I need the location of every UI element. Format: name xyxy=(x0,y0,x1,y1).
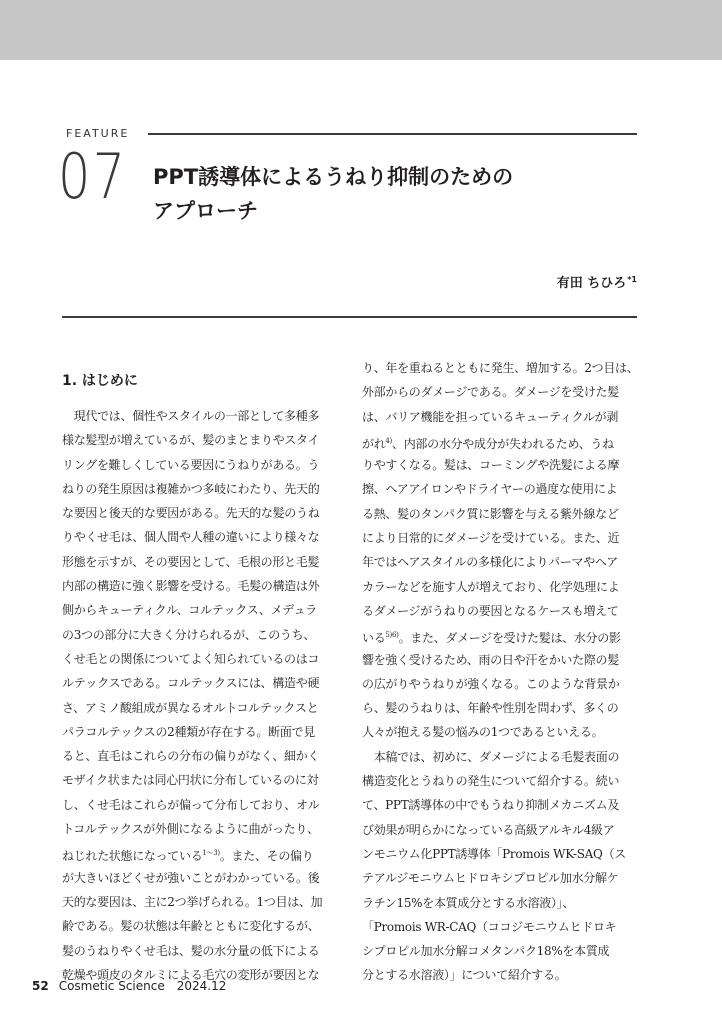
line-text: 分とする水溶液）」について紹介する。 xyxy=(362,968,567,983)
line-text: ねじれた状態になっている xyxy=(62,849,203,864)
line-text: カラーなどを施す人が増えており、化学処理によ xyxy=(362,579,620,594)
line-text: ねりの発生原因は複雑かつ多岐にわたり、先天的 xyxy=(62,481,320,496)
text-line xyxy=(62,550,340,574)
section-heading: 1. はじめに xyxy=(62,373,138,389)
line-text: 内部の構造に強く影響を受ける。毛髪の構造は外 xyxy=(62,579,320,594)
line-text: リングを難しくしている要因にうねりがある。う xyxy=(62,457,320,472)
line-text: の3つの部分に大きく分けられるが、このうち、 xyxy=(62,627,316,642)
line-text: りやすくなる。髪は、コーミングや洗髪による摩 xyxy=(362,458,620,473)
text-line xyxy=(362,745,640,769)
line-text: 側からキューティクル、コルテックス、メデュラ xyxy=(62,603,318,618)
line-text: ルテックスである。コルテックスには、構造や硬 xyxy=(62,676,320,691)
line-text: 。また、その偏り xyxy=(219,849,314,864)
text-line xyxy=(62,477,340,501)
text-line xyxy=(362,648,640,672)
text-line xyxy=(362,550,640,574)
text-line xyxy=(362,575,640,599)
line-text: 、内部の水分や成分が失われるため、うね xyxy=(392,436,614,451)
line-text: る熱、髪のタンパク質に影響を与える紫外線など xyxy=(362,506,619,521)
text-line xyxy=(362,599,640,623)
text-line xyxy=(362,866,640,890)
text-line xyxy=(362,891,640,915)
line-text: 現代では、個性やスタイルの一部として多種多 xyxy=(62,409,320,423)
text-line xyxy=(362,526,640,550)
line-text: くせ毛との関係についてよく知られているのはコ xyxy=(62,651,320,666)
line-text: モザイク状または同心円状に分布しているのに対 xyxy=(62,773,319,788)
line-text: 擦、ヘアアイロンやドライヤーの過度な使用によ xyxy=(362,482,618,497)
line-text: 構造変化とうねりの発生について紹介する。続い xyxy=(362,774,620,789)
line-text: 人々が抱える髪の悩みの1つであるといえる。 xyxy=(362,725,604,740)
right-column xyxy=(362,356,640,988)
text-line xyxy=(62,841,340,865)
text-line xyxy=(62,428,340,452)
line-text: シプロピル加水分解コメタンパク18%を本質成 xyxy=(362,944,610,959)
line-text: 。また、ダメージを受けた髪は、水分の影 xyxy=(398,631,621,646)
text-line xyxy=(62,768,340,792)
text-line xyxy=(362,915,640,939)
text-line xyxy=(362,672,640,696)
text-line xyxy=(62,890,340,914)
title-line: アプローチ xyxy=(153,199,258,223)
citation-reference: 4) xyxy=(385,436,392,445)
citation-reference: 1〜3) xyxy=(202,849,220,858)
line-text: が大きいほどくせが強いことがわかっている。後 xyxy=(62,870,320,885)
text-line xyxy=(62,501,340,525)
text-line xyxy=(62,696,340,720)
line-text: りやくせ毛は、個人間や人種の違いにより様々な xyxy=(62,530,320,545)
text-line xyxy=(62,793,340,817)
title-divider xyxy=(62,316,637,318)
text-line xyxy=(362,405,640,429)
line-text: 様な髪型が増えているが、髪のまとまりやスタイ xyxy=(62,433,320,448)
text-line xyxy=(362,769,640,793)
header-rule xyxy=(148,133,637,135)
line-text: がれ xyxy=(362,436,386,451)
text-line xyxy=(62,671,340,695)
page-number: 52 xyxy=(32,979,49,993)
text-line xyxy=(62,453,340,477)
text-line xyxy=(62,817,340,841)
text-line xyxy=(362,720,640,744)
text-line xyxy=(362,842,640,866)
line-text: るダメージがうねりの要因となるケースも増えて xyxy=(362,603,619,618)
text-line xyxy=(62,939,340,963)
title-line: PPT誘導体によるうねり抑制のための xyxy=(153,165,514,189)
line-text: ラチン15%を本質成分とする水溶液）」、 xyxy=(362,895,575,910)
line-text: 乾燥や頭皮のタルミによる毛穴の変形が要因とな xyxy=(62,967,320,982)
text-line xyxy=(62,744,340,768)
text-line xyxy=(362,696,640,720)
text-line xyxy=(62,598,340,622)
line-text: び効果が明らかになっている高級アルキル4級ア xyxy=(362,822,615,837)
text-line xyxy=(62,647,340,671)
text-line xyxy=(62,720,340,744)
author-affiliation-mark: *1 xyxy=(627,275,637,284)
text-line xyxy=(362,356,640,380)
line-text: トコルテックスが外側になるように曲がったり、 xyxy=(62,822,319,837)
text-line xyxy=(362,939,640,963)
line-text: 響を強く受けるため、雨の日や汗をかいた際の髪 xyxy=(362,652,619,667)
line-text: により日常的にダメージを受けている。また、近 xyxy=(362,531,620,546)
line-text: り、年を重ねるとともに発生、増加する。2つ目は、 xyxy=(362,361,639,375)
line-text: な要因と後天的な要因がある。先天的な髪のうね xyxy=(62,506,320,521)
article-title xyxy=(153,160,623,228)
line-text: ンモニウム化PPT誘導体「Promois WK-SAQ（ス xyxy=(362,846,626,861)
text-line xyxy=(362,477,640,501)
text-line xyxy=(362,793,640,817)
text-line xyxy=(362,380,640,404)
line-text: 年ではヘアスタイルの多様化によりパーマやヘア xyxy=(362,555,618,570)
text-line xyxy=(362,502,640,526)
text-line xyxy=(362,429,640,453)
page-footer xyxy=(32,977,226,994)
feature-number: 07 xyxy=(58,140,128,213)
feature-label: FEATURE xyxy=(66,127,130,140)
text-line xyxy=(62,404,340,428)
author-name: 有田 ちひろ xyxy=(556,276,627,291)
line-text: ら、髪のうねりは、年齢や性別を問わず、多くの xyxy=(362,701,619,716)
text-line xyxy=(362,818,640,842)
text-line xyxy=(62,914,340,938)
line-text: パラコルテックスの2種類が存在する。断面で見 xyxy=(62,724,315,739)
text-line xyxy=(362,623,640,647)
text-line xyxy=(62,866,340,890)
line-text: て、PPT誘導体の中でもうねり抑制メカニズム及 xyxy=(362,798,620,813)
left-column xyxy=(62,404,340,987)
line-text: は、バリア機能を担っているキューティクルが剥 xyxy=(362,409,619,424)
line-text: 外部からのダメージである。ダメージを受けた髪 xyxy=(362,385,619,400)
journal-name: Cosmetic Science 2024.12 xyxy=(58,979,227,993)
line-text: さ、アミノ酸組成が異なるオルトコルテックスと xyxy=(62,700,319,715)
citation-reference: 5)6) xyxy=(385,631,399,640)
text-line xyxy=(62,574,340,598)
text-line xyxy=(62,623,340,647)
author-byline xyxy=(557,272,637,291)
header-band xyxy=(0,0,722,60)
line-text: テアルジモニウムヒドロキシプロピル加水分解ケ xyxy=(362,871,619,886)
line-text: 天的な要因は、主に2つ挙げられる。1つ目は、加 xyxy=(62,894,323,909)
text-line xyxy=(362,453,640,477)
line-text: し、くせ毛はこれらが偏って分布しており、オル xyxy=(62,797,320,812)
line-text: いる xyxy=(362,631,386,646)
line-text: 本稿では、初めに、ダメージによる毛髪表面の xyxy=(362,749,620,764)
line-text: 齢である。髪の状態は年齢とともに変化するが、 xyxy=(62,919,320,934)
line-text: ると、直毛はこれらの分布の偏りがなく、細かく xyxy=(62,749,320,764)
text-line xyxy=(362,963,640,987)
line-text: 髪のうねりやくせ毛は、髪の水分量の低下による xyxy=(62,943,320,958)
line-text: 形態を示すが、その要因として、毛根の形と毛髪 xyxy=(62,554,320,569)
line-text: 「Promois WR-CAQ（ココジモニウムヒドロキ xyxy=(362,919,617,934)
line-text: の広がりやうねりが強くなる。このような背景か xyxy=(362,676,620,691)
text-line xyxy=(62,525,340,549)
